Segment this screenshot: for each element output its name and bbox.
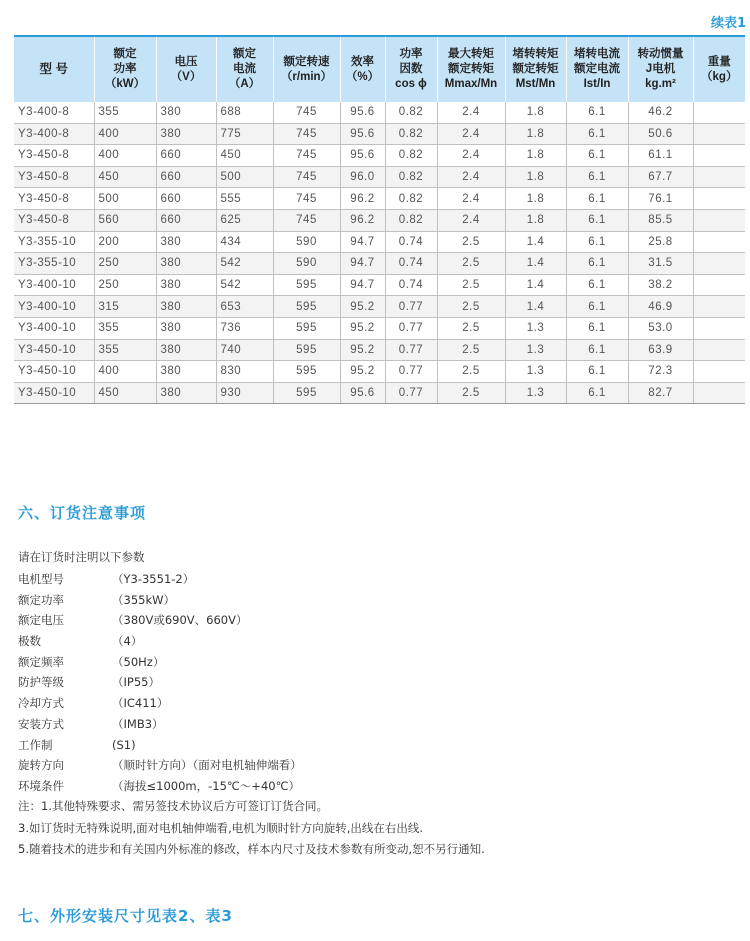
table-cell: 61.1: [628, 145, 693, 167]
param-label: 电机型号: [18, 572, 64, 586]
header-line: 堵转电流: [574, 48, 620, 60]
header-line: 效率: [351, 55, 374, 68]
header-line: （V）: [170, 70, 202, 83]
table-cell: 740: [216, 339, 273, 361]
table-cell: 660: [156, 145, 216, 167]
table-cell: 72.3: [628, 361, 693, 383]
model-cell: Y3-450-8: [14, 188, 94, 210]
header-row: [14, 36, 745, 102]
param-row: [18, 652, 538, 673]
param-row: [18, 776, 538, 797]
table-cell: 595: [273, 296, 340, 318]
table-cell: 450: [94, 166, 156, 188]
table-cell: 745: [273, 123, 340, 145]
table-cell: 380: [156, 274, 216, 296]
table-cell: 660: [156, 166, 216, 188]
table-cell: 38.2: [628, 274, 693, 296]
table-cell: [693, 382, 745, 404]
header-cell: [94, 36, 156, 102]
table-cell: 380: [156, 123, 216, 145]
table-cell: 95.2: [340, 339, 385, 361]
table-cell: 6.1: [566, 188, 628, 210]
table-cell: 2.5: [437, 361, 505, 383]
table-cell: [693, 102, 745, 123]
table-cell: [693, 274, 745, 296]
param-row: [18, 610, 538, 631]
param-value: （380V或690V、660V）: [112, 613, 248, 628]
header-line: （%）: [345, 70, 380, 83]
table-cell: 6.1: [566, 339, 628, 361]
table-cell: 95.2: [340, 317, 385, 339]
table-cell: 6.1: [566, 296, 628, 318]
table-cell: 95.2: [340, 361, 385, 383]
param-value: （355kW）: [112, 592, 175, 607]
param-label: 安装方式: [18, 716, 64, 731]
header-line: 功率: [399, 48, 423, 60]
header-line: 额定电流: [574, 63, 620, 75]
table-row: [14, 382, 745, 404]
table-cell: 555: [216, 188, 273, 210]
table-cell: [693, 317, 745, 339]
table-cell: 380: [156, 102, 216, 123]
model-cell: Y3-450-10: [14, 339, 94, 361]
table-body: [14, 102, 745, 404]
table-cell: 1.3: [505, 339, 566, 361]
table-cell: 1.4: [505, 231, 566, 253]
model-cell: Y3-400-10: [14, 317, 94, 339]
param-label: 防护等级: [18, 675, 64, 690]
table-cell: 96.2: [340, 209, 385, 231]
table-cell: 0.77: [385, 382, 437, 404]
table-cell: 2.4: [437, 102, 505, 123]
model-cell: Y3-355-10: [14, 253, 94, 275]
table-cell: 6.1: [566, 102, 628, 123]
table-cell: [693, 339, 745, 361]
table-row: [14, 253, 745, 275]
table-cell: 6.1: [566, 382, 628, 404]
table-cell: 1.4: [505, 253, 566, 275]
table-row: [14, 317, 745, 339]
table-cell: 450: [216, 145, 273, 167]
header-line: 堵转转矩: [512, 48, 559, 60]
param-label: 极数: [18, 634, 41, 649]
table-row: [14, 166, 745, 188]
table-cell: 560: [94, 209, 156, 231]
header-cell: [566, 36, 628, 102]
param-label: 额定电压: [18, 613, 64, 628]
section-6-title: 六、订货注意事项: [18, 504, 147, 522]
table-cell: 0.82: [385, 123, 437, 145]
table-cell: 450: [94, 382, 156, 404]
table-cell: 96.2: [340, 188, 385, 210]
model-cell: Y3-400-8: [14, 102, 94, 123]
param-value: (S1): [112, 737, 136, 752]
table-cell: 930: [216, 382, 273, 404]
header-line: 额定: [113, 48, 137, 60]
table-cell: 595: [273, 317, 340, 339]
table-cell: 200: [94, 231, 156, 253]
table-cell: 355: [94, 317, 156, 339]
table-row: [14, 296, 745, 318]
table-cell: 0.82: [385, 145, 437, 167]
table-cell: [693, 145, 745, 167]
param-label: 额定功率: [18, 592, 64, 607]
table-cell: 745: [273, 166, 340, 188]
table-cell: 2.5: [437, 296, 505, 318]
param-label: 环境条件: [18, 778, 64, 793]
table-cell: 63.9: [628, 339, 693, 361]
table-cell: 94.7: [340, 274, 385, 296]
param-row: [18, 672, 538, 693]
table-cell: 745: [273, 102, 340, 123]
table-cell: 542: [216, 274, 273, 296]
table-cell: 0.74: [385, 274, 437, 296]
table-cell: 50.6: [628, 123, 693, 145]
table-cell: 380: [156, 382, 216, 404]
table-cell: 380: [156, 317, 216, 339]
table-cell: 96.0: [340, 166, 385, 188]
table-cell: 2.4: [437, 123, 505, 145]
table-cell: 1.8: [505, 102, 566, 123]
table-cell: 1.8: [505, 145, 566, 167]
table-cell: 250: [94, 274, 156, 296]
table-cell: 2.4: [437, 188, 505, 210]
table-cell: [693, 166, 745, 188]
table-cell: 6.1: [566, 231, 628, 253]
table-cell: 1.8: [505, 123, 566, 145]
table-cell: 0.82: [385, 166, 437, 188]
table-cell: 380: [156, 231, 216, 253]
param-row: [18, 714, 538, 735]
table-cell: [693, 231, 745, 253]
table-row: [14, 231, 745, 253]
header-cell: [156, 36, 216, 102]
header-line: 电流: [233, 63, 256, 75]
param-row: [18, 693, 538, 714]
table-cell: 0.77: [385, 296, 437, 318]
header-line: 额定: [233, 48, 256, 60]
table-cell: 355: [94, 102, 156, 123]
table-cell: 595: [273, 274, 340, 296]
table-cell: [693, 188, 745, 210]
header-line: 型 号: [39, 62, 68, 76]
param-row: [18, 569, 538, 590]
param-row: [18, 735, 538, 756]
table-cell: 2.4: [437, 166, 505, 188]
table-cell: 95.6: [340, 145, 385, 167]
model-cell: Y3-450-10: [14, 382, 94, 404]
header-line: （r/min）: [280, 70, 333, 83]
table-cell: 250: [94, 253, 156, 275]
param-value: （IP55）: [112, 675, 160, 690]
param-label: 额定频率: [18, 654, 64, 669]
table-cell: 315: [94, 296, 156, 318]
table-cell: 736: [216, 317, 273, 339]
section-7-title: 七、外形安装尺寸见表2、表3: [18, 907, 233, 925]
table-cell: 85.5: [628, 209, 693, 231]
table-cell: 6.1: [566, 209, 628, 231]
model-cell: Y3-450-8: [14, 166, 94, 188]
header-cell: [14, 36, 94, 102]
table-cell: 6.1: [566, 145, 628, 167]
param-label: 冷却方式: [18, 696, 64, 711]
table-cell: 46.9: [628, 296, 693, 318]
table-cell: 0.74: [385, 231, 437, 253]
table-cell: 2.5: [437, 317, 505, 339]
table-cell: [693, 296, 745, 318]
table-cell: 76.1: [628, 188, 693, 210]
header-line: 额定转矩: [512, 63, 559, 75]
table-cell: 95.6: [340, 102, 385, 123]
order-params-list: [18, 569, 538, 797]
table-cell: 745: [273, 209, 340, 231]
order-intro: 请在订货时注明以下参数: [18, 550, 145, 564]
header-line: 电压: [174, 55, 198, 68]
table-cell: [693, 361, 745, 383]
table-cell: [693, 123, 745, 145]
table-row: [14, 123, 745, 145]
header-line: cos ϕ: [395, 78, 427, 90]
table-cell: 434: [216, 231, 273, 253]
header-line: kg.m²: [645, 78, 676, 90]
table-cell: [693, 209, 745, 231]
table-row: [14, 209, 745, 231]
table-cell: 745: [273, 145, 340, 167]
table-cell: 2.5: [437, 274, 505, 296]
table-cell: 400: [94, 123, 156, 145]
table-cell: 380: [156, 296, 216, 318]
header-cell: [216, 36, 273, 102]
table-cell: 660: [156, 188, 216, 210]
table-cell: 0.82: [385, 188, 437, 210]
header-line: 最大转矩: [448, 48, 494, 60]
table-row: [14, 339, 745, 361]
param-row: [18, 755, 538, 776]
table-cell: 2.5: [437, 382, 505, 404]
table-cell: 0.77: [385, 317, 437, 339]
table-cell: 0.82: [385, 102, 437, 123]
continued-table-label: 续表1: [710, 16, 746, 31]
table-cell: 775: [216, 123, 273, 145]
table-cell: 1.8: [505, 209, 566, 231]
note-line: 3.如订货时无特殊说明,面对电机轴伸端看,电机为顺时针方向旋转,出线在右出线.: [18, 820, 424, 835]
header-cell: [628, 36, 693, 102]
header-line: J电机: [645, 63, 676, 75]
header-line: （kW）: [104, 78, 146, 90]
model-cell: Y3-450-8: [14, 209, 94, 231]
param-value: （IMB3）: [112, 716, 164, 731]
table-cell: 6.1: [566, 253, 628, 275]
table-cell: 1.8: [505, 166, 566, 188]
header-line: Mmax/Mn: [444, 78, 498, 90]
table-cell: 6.1: [566, 317, 628, 339]
param-value: （海拔≤1000m，-15℃～+40℃）: [112, 778, 300, 793]
table-cell: 31.5: [628, 253, 693, 275]
header-line: （A）: [228, 78, 261, 90]
header-line: 重量: [707, 55, 731, 68]
table-cell: 0.74: [385, 253, 437, 275]
param-row: [18, 590, 538, 611]
header-cell: [340, 36, 385, 102]
header-line: Mst/Mn: [515, 78, 556, 90]
table-cell: 95.6: [340, 382, 385, 404]
table-row: [14, 361, 745, 383]
table-row: [14, 102, 745, 123]
table-cell: 2.5: [437, 253, 505, 275]
table-cell: 500: [94, 188, 156, 210]
table-cell: 355: [94, 339, 156, 361]
table-cell: 595: [273, 339, 340, 361]
table-header: [14, 36, 745, 102]
header-line: 转动惯量: [637, 48, 684, 60]
table-cell: 0.77: [385, 339, 437, 361]
param-value: （IC411）: [112, 696, 169, 711]
table-cell: 95.2: [340, 296, 385, 318]
model-cell: Y3-450-10: [14, 361, 94, 383]
header-line: （kg）: [701, 70, 738, 83]
table-cell: 2.4: [437, 145, 505, 167]
table-cell: 6.1: [566, 274, 628, 296]
table-cell: 400: [94, 145, 156, 167]
table-cell: 6.1: [566, 123, 628, 145]
table-cell: 2.5: [437, 339, 505, 361]
note-line: 注：1.其他特殊要求、需另签技术协议后方可签订订货合同。: [18, 799, 328, 813]
header-cell: [505, 36, 566, 102]
header-line: 额定转速: [283, 55, 330, 68]
table-cell: [693, 253, 745, 275]
table-cell: 688: [216, 102, 273, 123]
table-cell: 595: [273, 361, 340, 383]
model-cell: Y3-400-8: [14, 123, 94, 145]
table-cell: 6.1: [566, 166, 628, 188]
table-cell: 67.7: [628, 166, 693, 188]
param-row: [18, 631, 538, 652]
table-cell: 1.8: [505, 188, 566, 210]
table-cell: 400: [94, 361, 156, 383]
header-line: 功率: [113, 63, 137, 75]
table-cell: 380: [156, 361, 216, 383]
table-cell: 1.3: [505, 382, 566, 404]
table-cell: 830: [216, 361, 273, 383]
table-cell: 0.82: [385, 209, 437, 231]
param-value: （4）: [112, 634, 143, 649]
table-cell: 590: [273, 231, 340, 253]
table-cell: 590: [273, 253, 340, 275]
table-cell: 25.8: [628, 231, 693, 253]
table-cell: 82.7: [628, 382, 693, 404]
table-cell: 1.3: [505, 317, 566, 339]
table-cell: 625: [216, 209, 273, 231]
header-line: 因数: [399, 63, 423, 75]
table-cell: 1.4: [505, 274, 566, 296]
header-cell: [693, 36, 745, 102]
table-cell: 94.7: [340, 253, 385, 275]
table-cell: 1.4: [505, 296, 566, 318]
table-cell: 595: [273, 382, 340, 404]
header-cell: [385, 36, 437, 102]
model-cell: Y3-450-8: [14, 145, 94, 167]
model-cell: Y3-355-10: [14, 231, 94, 253]
param-label: 工作制: [18, 737, 53, 752]
param-label: 旋转方向: [18, 758, 64, 773]
table-cell: 6.1: [566, 361, 628, 383]
header-cell: [437, 36, 505, 102]
table-cell: 2.5: [437, 231, 505, 253]
note-line: 5.随着技术的进步和有关国内外标准的修改，样本内尺寸及技术参数有所变动,恕不另行通知.: [18, 842, 485, 856]
table-cell: 380: [156, 339, 216, 361]
param-value: （50Hz）: [112, 654, 165, 669]
notes-list: [18, 796, 738, 861]
param-value: （顺时针方向）（面对电机轴伸端看）: [112, 758, 302, 773]
table-cell: 380: [156, 253, 216, 275]
header-cell: [273, 36, 340, 102]
header-line: 额定转矩: [448, 63, 494, 75]
table-cell: 745: [273, 188, 340, 210]
table-cell: 2.4: [437, 209, 505, 231]
table-row: [14, 188, 745, 210]
param-value: （Y3-3551-2）: [112, 572, 195, 586]
model-cell: Y3-400-10: [14, 296, 94, 318]
table-cell: 653: [216, 296, 273, 318]
table-cell: 660: [156, 209, 216, 231]
table-cell: 94.7: [340, 231, 385, 253]
table-row: [14, 274, 745, 296]
motor-spec-table: [14, 35, 745, 404]
table-row: [14, 145, 745, 167]
table-cell: 53.0: [628, 317, 693, 339]
table-cell: 46.2: [628, 102, 693, 123]
header-line: Ist/In: [583, 78, 611, 90]
table-cell: 95.6: [340, 123, 385, 145]
table-cell: 500: [216, 166, 273, 188]
model-cell: Y3-400-10: [14, 274, 94, 296]
table-cell: 0.77: [385, 361, 437, 383]
table-cell: 1.3: [505, 361, 566, 383]
table-cell: 542: [216, 253, 273, 275]
